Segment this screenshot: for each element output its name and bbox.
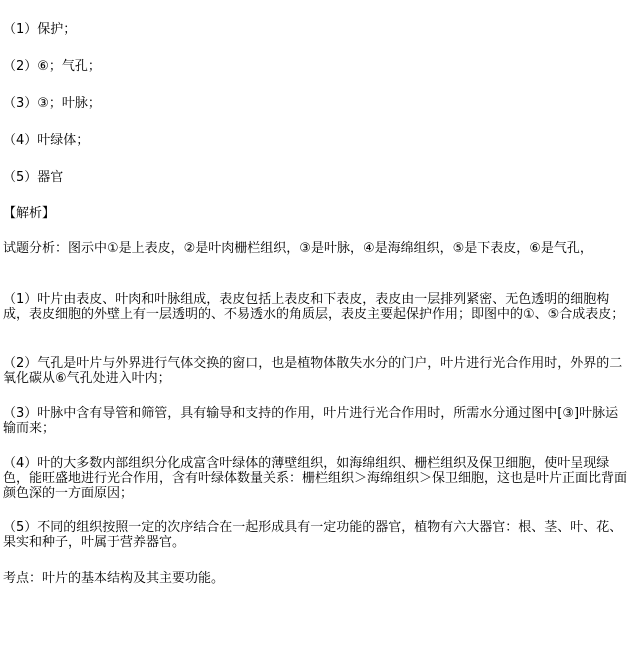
- analysis-intro: 试题分析：图示中①是上表皮，②是叶肉栅栏组织，③是叶脉，④是海绵组织，⑤是下表皮，⑥是气孔，: [3, 241, 593, 256]
- analysis-heading: 【解析】: [3, 206, 56, 221]
- analysis-paragraph-1: （1）叶片由表皮、叶肉和叶脉组成，表皮包括上表皮和下表皮，表皮由一层排列紧密、无色透明的细胞构成，表皮细胞的外壁上有一层透明的、不易透水的角质层，表皮主要起保护作用；即图中的①、⑤合成表皮；: [3, 292, 625, 322]
- answer-4: （4）叶绿体；: [3, 133, 90, 148]
- analysis-paragraph-5: （5）不同的组织按照一定的次序结合在一起形成具有一定功能的器官，植物有六大器官：根、茎、叶、花、果实和种子，叶属于营养器官。: [3, 520, 623, 550]
- analysis-paragraph-3: （3）叶脉中含有导管和筛管，具有输导和支持的作用，叶片进行光合作用时，所需水分通过图中[③]叶脉运输而来；: [3, 406, 619, 436]
- answer-5: （5）器官: [3, 170, 64, 185]
- answer-3: （3）③；叶脉；: [3, 96, 101, 111]
- answer-1: （1）保护；: [3, 22, 77, 37]
- answer-2: （2）⑥；气孔；: [3, 59, 101, 74]
- kaodian: 考点：叶片的基本结构及其主要功能。: [3, 571, 225, 586]
- analysis-paragraph-2: （2）气孔是叶片与外界进行气体交换的窗口，也是植物体散失水分的门户，叶片进行光合作用时，外界的二氧化碳从⑥气孔处进入叶内；: [3, 356, 623, 386]
- analysis-paragraph-4: （4）叶的大多数内部组织分化成富含叶绿体的薄壁组织，如海绵组织、栅栏组织及保卫细胞，使叶呈现绿色，能旺盛地进行光合作用，含有叶绿体数量关系：栅栏组织＞海绵组织＞保卫细胞，这也是叶片正面比背面颜色深的一方面原因；: [3, 456, 628, 501]
